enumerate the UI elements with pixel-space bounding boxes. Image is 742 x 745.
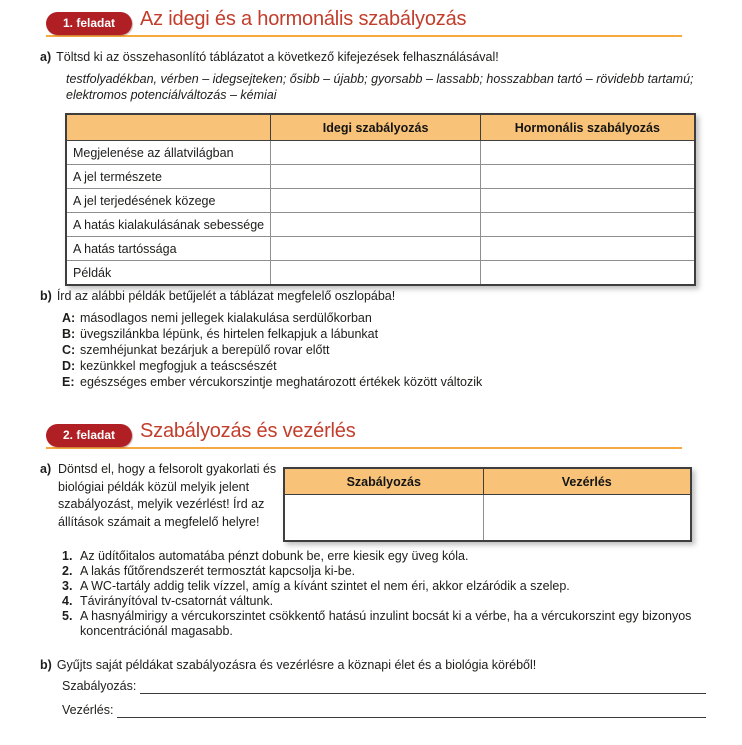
blank-cell-hormonalis[interactable] [481, 165, 695, 189]
task1-underline [46, 35, 682, 37]
example-key: A: [62, 311, 76, 325]
task1a-text: Töltsd ki az összehasonlító táblázatot a következő kifejezések felhasználásával! [56, 50, 499, 64]
blank-cell-idegi[interactable] [271, 237, 481, 261]
task1-keywords: testfolyadékban, vérben – idegsejteken; ősibb – újabb; gyorsabb – lassabb; hosszabban tartó – rövidebb tartamú; elektromos potenciálváltozás – kémiai [66, 72, 694, 102]
blank-cell-hormonalis[interactable] [481, 213, 695, 237]
fill-row-vezerles [62, 703, 706, 718]
row-label-cell: A jel természete [66, 165, 271, 189]
fill-label-vezerles: Vezérlés: [62, 703, 114, 717]
example-item [62, 358, 482, 374]
table-row [66, 165, 695, 189]
fill-row-szabalyozas [62, 679, 706, 694]
task2-badge: 2. feladat [46, 424, 132, 447]
example-key: E: [62, 375, 75, 389]
statement-item [62, 609, 702, 639]
statement-text: A lakás fűtőrendszerét termosztát kapcsolja ki-be. [80, 564, 356, 578]
fill-line-szabalyozas[interactable] [140, 680, 706, 694]
header-cell-empty [66, 114, 271, 141]
statement-item [62, 564, 702, 579]
example-list [62, 310, 482, 390]
answer-cell-szabalyozas[interactable] [284, 495, 483, 542]
task2-title: Szabályozás és vezérlés [140, 420, 356, 442]
blank-cell-hormonalis[interactable] [481, 261, 695, 286]
row-label-cell: A hatás tartóssága [66, 237, 271, 261]
statement-text: A hasnyálmirigy a vércukorszintet csökkentő hatású inzulint bocsát ki a vérbe, ha a vércukorszint egy bizonyos koncentrációnál magasabb. [80, 609, 692, 638]
header-cell: Hormonális szabályozás [481, 114, 695, 141]
task2-header [46, 420, 682, 449]
task1b-label: b) [40, 289, 52, 303]
statement-item [62, 549, 702, 564]
blank-cell-idegi[interactable] [271, 165, 481, 189]
table-row [66, 189, 695, 213]
table-row [66, 261, 695, 286]
comparison-table-header-row [66, 114, 695, 141]
decision-table [283, 467, 692, 542]
fill-line-vezerles[interactable] [117, 704, 706, 718]
statement-text: Az üdítőitalos automatába pénzt dobunk be, erre kiesik egy üveg kóla. [80, 549, 469, 563]
statement-item [62, 594, 702, 609]
statement-number: 1. [62, 549, 73, 563]
blank-cell-idegi[interactable] [271, 189, 481, 213]
task1-header [46, 8, 682, 37]
table-row [66, 141, 695, 165]
example-item [62, 374, 482, 390]
task1-badge: 1. feladat [46, 12, 132, 35]
statement-number: 4. [62, 594, 73, 608]
blank-cell-hormonalis[interactable] [481, 237, 695, 261]
row-label-cell: Példák [66, 261, 271, 286]
example-item [62, 310, 482, 326]
task1a-label: a) [40, 50, 52, 64]
header-cell: Idegi szabályozás [271, 114, 481, 141]
statement-list [62, 549, 702, 639]
task1b-instruction [40, 288, 395, 304]
statement-text: Távirányítóval tv-csatornát váltunk. [80, 594, 274, 608]
task2b-instruction [40, 657, 536, 673]
example-text: kezünkkel megfogjuk a teáscsészét [80, 359, 277, 373]
example-key: C: [62, 343, 76, 357]
blank-cell-hormonalis[interactable] [481, 189, 695, 213]
task2b-text: Gyűjts saját példákat szabályozásra és vezérlésre a köznapi élet és a biológia köréből! [56, 658, 537, 672]
blank-cell-idegi[interactable] [271, 141, 481, 165]
blank-cell-idegi[interactable] [271, 261, 481, 286]
statement-number: 3. [62, 579, 73, 593]
decision-table-answer-row [284, 495, 691, 542]
table-row [66, 213, 695, 237]
row-label-cell: A jel terjedésének közege [66, 189, 271, 213]
task1-title: Az idegi és a hormonális szabályozás [140, 8, 467, 30]
task2a-text: Döntsd el, hogy a felsorolt gyakorlati és biológiai példák közül melyik jelent szabályozást, melyik vezérlést! Írd az állítások számait a megfelelő helyre! [58, 462, 277, 529]
header-cell: Vezérlés [483, 468, 691, 495]
statement-text: A WC-tartály addig telik vízzel, amíg a kívánt szintet el nem éri, akkor elzáródik a szelep. [80, 579, 570, 593]
task2-underline [46, 447, 682, 449]
answer-cell-vezerles[interactable] [483, 495, 691, 542]
comparison-table [65, 113, 696, 286]
fill-label-szabalyozas: Szabályozás: [62, 679, 137, 693]
task2a-instruction [40, 461, 282, 531]
task2b-label: b) [40, 658, 52, 672]
blank-cell-idegi[interactable] [271, 213, 481, 237]
row-label-cell: A hatás kialakulásának sebessége [66, 213, 271, 237]
task1a-instruction [40, 49, 499, 65]
task2a-label: a) [40, 462, 52, 476]
example-key: B: [62, 327, 76, 341]
row-label-cell: Megjelenése az állatvilágban [66, 141, 271, 165]
blank-cell-hormonalis[interactable] [481, 141, 695, 165]
example-text: üvegszilánkba lépünk, és hirtelen felkapjuk a lábunkat [80, 327, 379, 341]
task1b-text: Írd az alábbi példák betűjelét a táblázat megfelelő oszlopába! [56, 289, 396, 303]
example-text: szemhéjunkat bezárjuk a berepülő rovar előtt [80, 343, 330, 357]
example-item [62, 342, 482, 358]
example-item [62, 326, 482, 342]
table-row [66, 237, 695, 261]
example-text: egészséges ember vércukorszintje meghatározott értékek között változik [80, 375, 483, 389]
header-cell: Szabályozás [284, 468, 483, 495]
example-text: másodlagos nemi jellegek kialakulása serdülőkorban [80, 311, 372, 325]
statement-number: 2. [62, 564, 73, 578]
decision-table-header-row [284, 468, 691, 495]
example-key: D: [62, 359, 76, 373]
statement-number: 5. [62, 609, 73, 623]
statement-item [62, 579, 702, 594]
